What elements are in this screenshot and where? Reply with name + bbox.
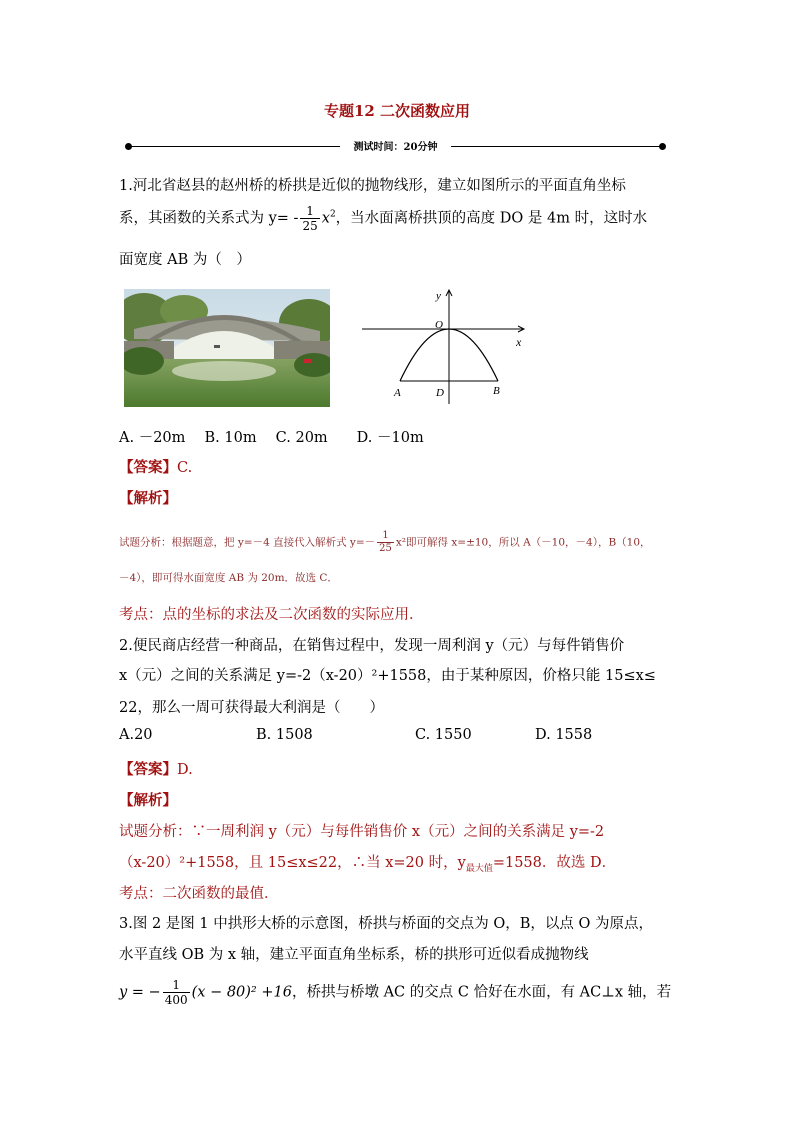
q1-analysis-text-b: x²即可解得 x=±10，所以 A（－10，－4），B（10， — [395, 536, 651, 549]
q1-line-1: 1.河北省赵县的赵州桥的桥拱是近似的抛物线形，建立如图所示的平面直角坐标 — [119, 178, 626, 194]
q1-line-2-text-b: ，当水面离桥拱顶的高度 DO 是 4m 时，这时水 — [335, 210, 648, 227]
q1-analysis-frac-num: 1 — [377, 530, 394, 543]
x-axis-label: x — [516, 335, 522, 349]
q1-line-3: 面宽度 AB 为（ ） — [119, 252, 251, 268]
q3-fraction — [163, 978, 190, 1007]
q3-frac-den: 400 — [164, 993, 188, 1007]
q2-kaodian: 考点：二次函数的最值． — [119, 886, 279, 902]
origin-label: O — [435, 319, 443, 331]
q3-frac-num: 1 — [163, 978, 190, 993]
bridge-photo — [124, 289, 330, 407]
point-a-label: A — [394, 387, 401, 399]
q2-answer — [119, 758, 193, 779]
q1-analysis-line-2: －4），即可得水面宽度 AB 为 20m．故选 C． — [119, 572, 338, 584]
parabola-graph-svg — [356, 284, 536, 410]
q1-answer-value: C. — [177, 460, 193, 476]
page-title: 专题12 二次函数应用 — [323, 102, 471, 120]
rule-right-dot — [659, 143, 666, 150]
bridge-photo-image — [124, 289, 330, 407]
q1-fraction — [300, 204, 319, 233]
q1-analysis-text-a: 试题分析：根据题意，把 y=－4 直接代入解析式 y=－ — [119, 536, 376, 549]
q2-analysis-text-a: （x-20）²+1558，且 15≤x≤22，∴当 x=20 时，y — [119, 855, 466, 871]
header-rule — [128, 142, 663, 153]
q1-answer — [119, 456, 192, 477]
parabola-graph — [356, 284, 536, 410]
q2-option-d: D. 1558 — [535, 727, 593, 743]
q3-line-3-text: ，桥拱与桥墩 AC 的交点 C 恰好在水面，有 AC⊥x 轴，若 — [291, 984, 672, 1001]
q2-analysis-line-2 — [119, 851, 616, 874]
q2-line-3: 22，那么一周可获得最大利润是（ ） — [119, 700, 384, 716]
q3-formula-a: y = − — [119, 984, 161, 1001]
q2-option-b: B. 1508 — [256, 727, 313, 743]
q1-line-2-text-a: 系，其函数的关系式为 y= - — [119, 210, 299, 227]
q2-option-c: C. 1550 — [415, 727, 472, 743]
q2-answer-tag: 【答案】 — [119, 761, 177, 778]
point-b-label: B — [493, 385, 500, 397]
q2-analysis-text-b: =1558．故选 D． — [492, 855, 617, 871]
test-time-label: 测试时间：20分钟 — [340, 138, 452, 153]
q1-frac-den: 25 — [302, 219, 318, 233]
q1-var: x — [321, 210, 330, 227]
y-axis-label: y — [436, 290, 441, 302]
q3-line-1: 3.图 2 是图 1 中拱形大桥的示意图，桥拱与桥面的交点为 O，B，以点 O 为原点， — [119, 916, 653, 932]
q1-line-2 — [119, 204, 647, 233]
rule-left-dot — [125, 143, 132, 150]
q2-analysis-tag-text: 【解析】 — [119, 792, 177, 809]
q2-analysis-sub: 最大值 — [465, 863, 493, 874]
q3-formula-b: (x − 80)² +16 — [191, 984, 292, 1001]
q1-analysis-fraction — [377, 530, 394, 555]
q3-line-2: 水平直线 OB 为 x 轴，建立平面直角坐标系，桥的拱形可近似看成抛物线 — [119, 947, 589, 963]
q2-analysis-line-1: 试题分析：∵一周利润 y（元）与每件销售价 x（元）之间的关系满足 y=-2 — [119, 824, 605, 840]
q1-analysis-line-1 — [119, 530, 651, 555]
point-d-label: D — [436, 387, 444, 399]
q2-analysis-tag — [119, 789, 177, 810]
q1-analysis-tag-text: 【解析】 — [119, 490, 177, 507]
q2-option-a: A.20 — [119, 727, 153, 743]
q1-frac-num: 1 — [300, 204, 319, 219]
q2-line-2: x（元）之间的关系满足 y=-2（x-20）²+1558，由于某种原因，价格只能 15≤x≤ — [119, 668, 656, 684]
q1-analysis-tag — [119, 487, 177, 508]
q1-answer-tag: 【答案】 — [119, 459, 177, 476]
q1-options: A. －20m B. 10m C. 20m D. －10m — [119, 430, 424, 446]
q1-analysis-frac-den: 25 — [379, 543, 392, 554]
q2-line-1: 2.便民商店经营一种商品，在销售过程中，发现一周利润 y（元）与每件销售价 — [119, 638, 625, 654]
q1-kaodian: 考点：点的坐标的求法及二次函数的实际应用． — [119, 607, 424, 623]
q2-answer-value: D. — [177, 762, 193, 778]
q3-line-3 — [119, 978, 671, 1007]
q1-exp: 2 — [329, 209, 336, 220]
